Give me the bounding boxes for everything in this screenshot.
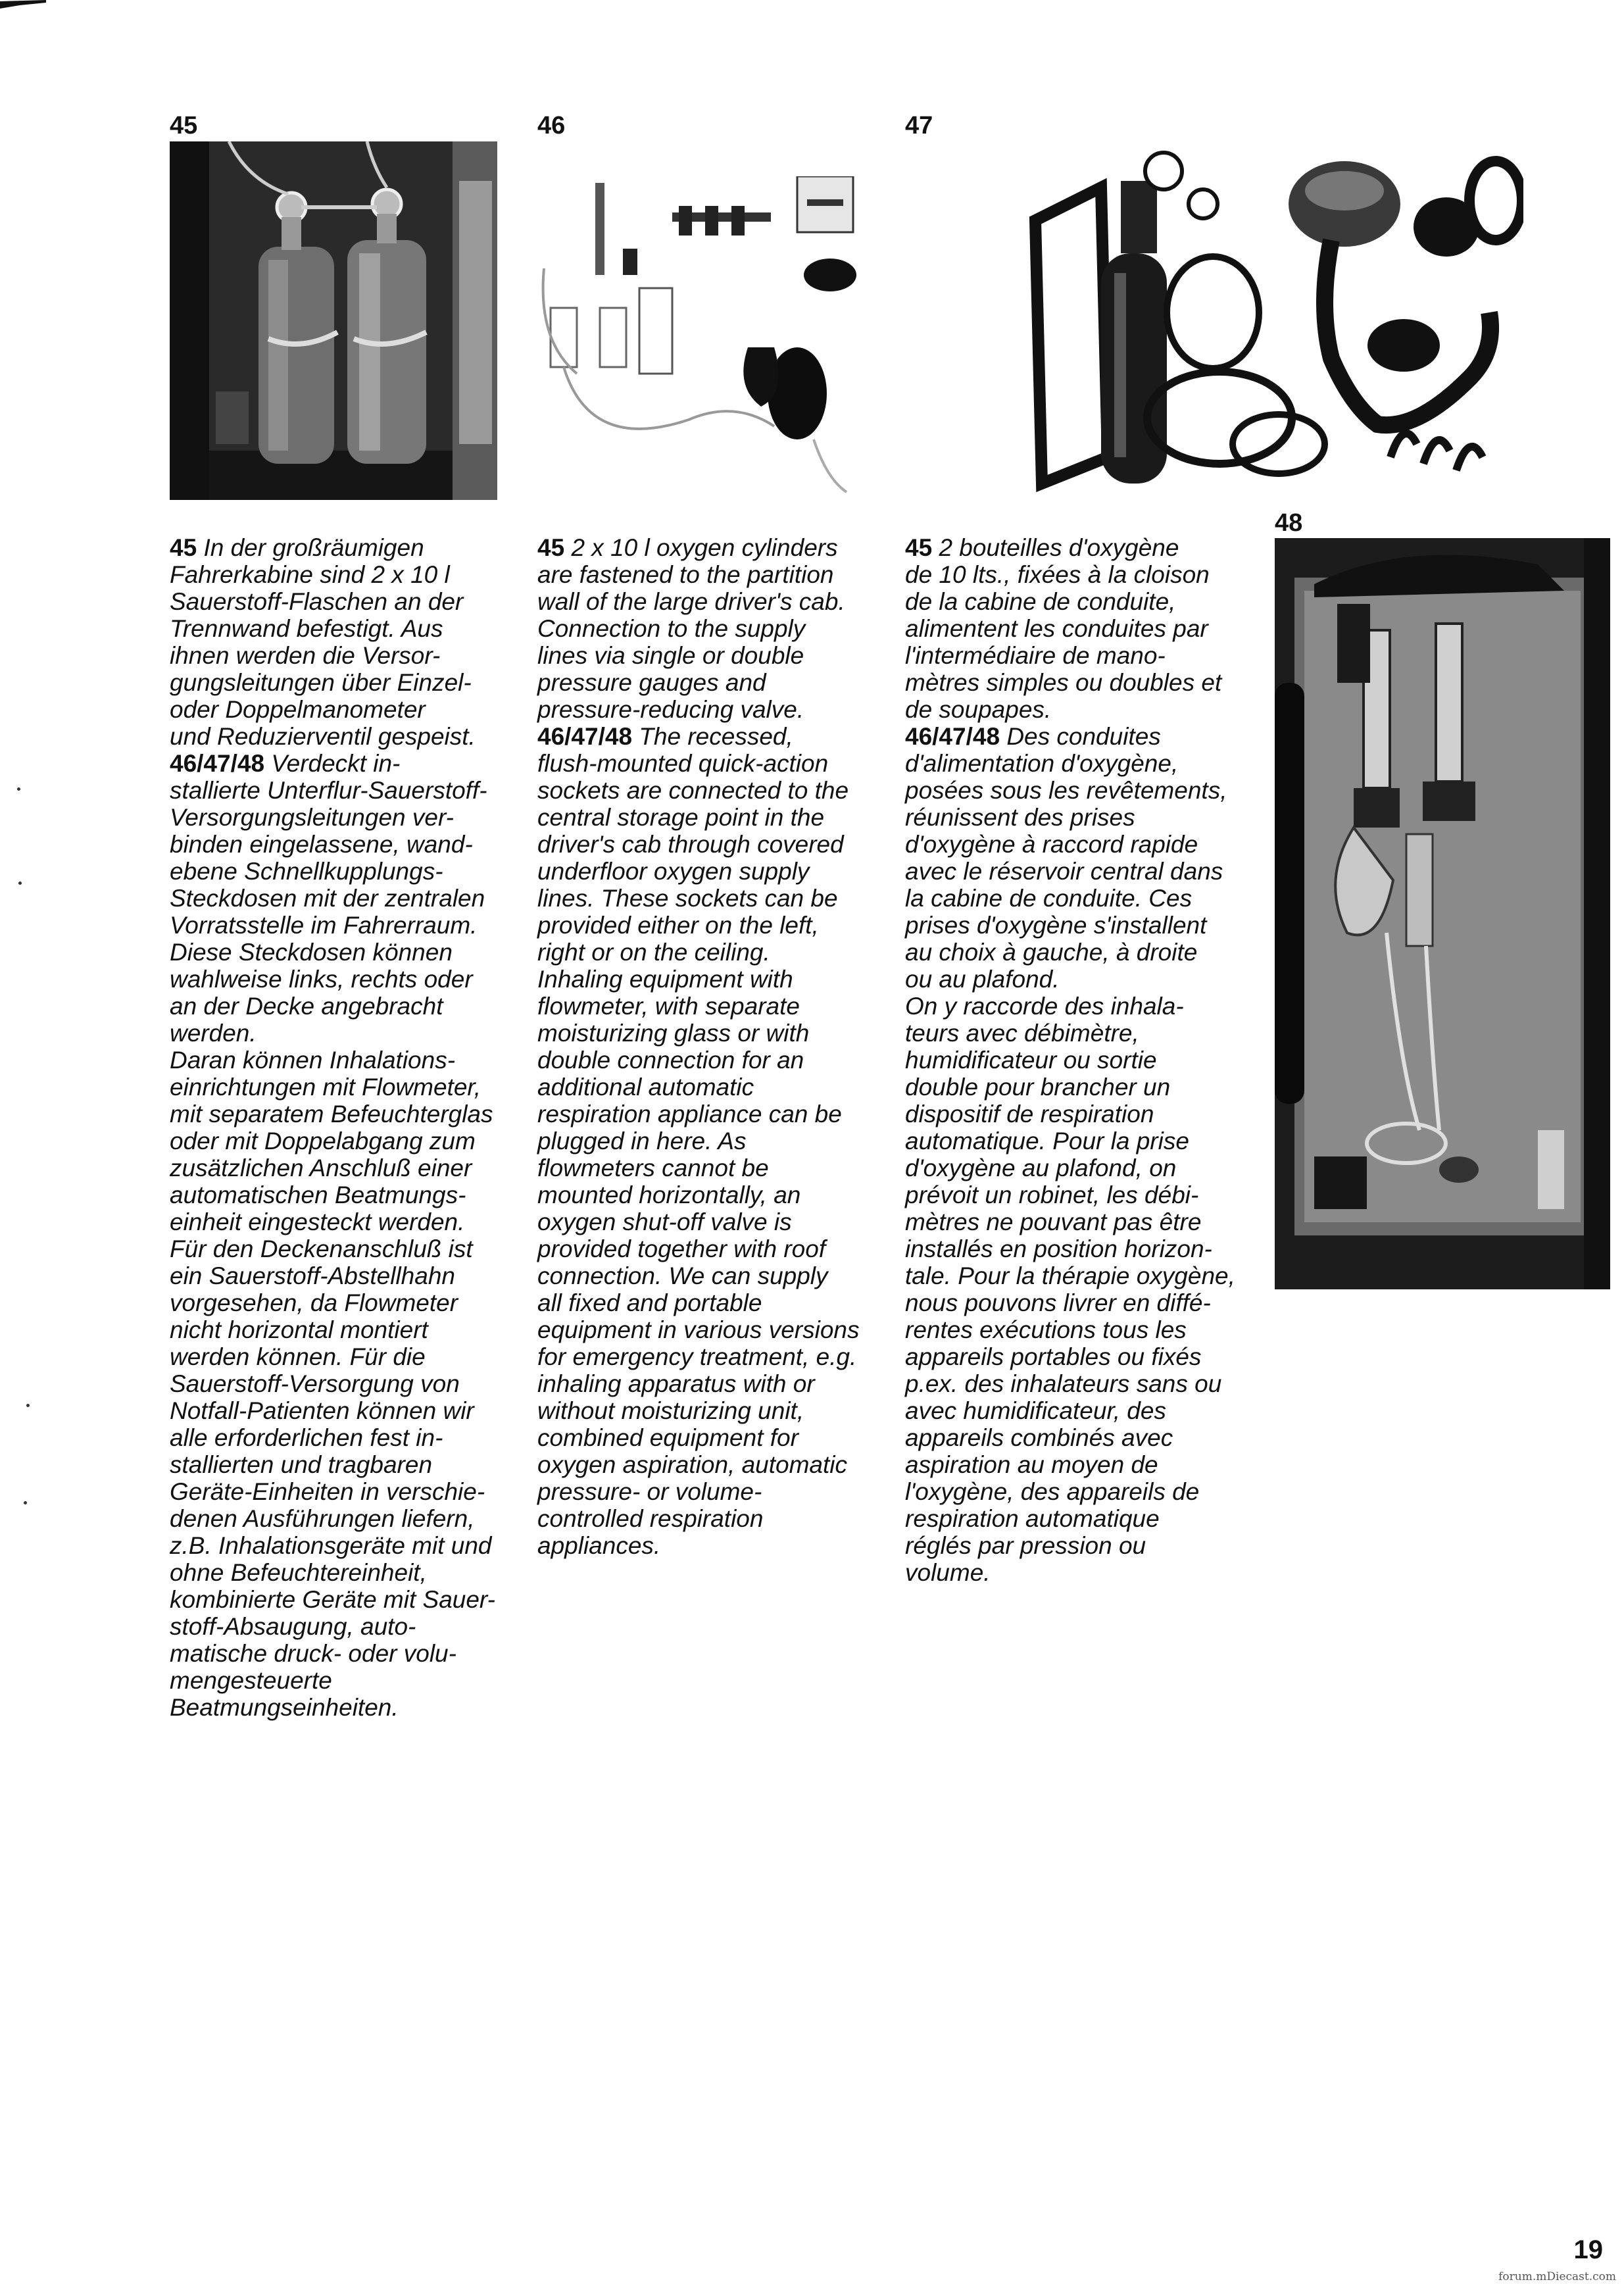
english-line: lines via single or double xyxy=(537,642,804,669)
english-paragraph-46-47-48 xyxy=(537,723,859,750)
english-line: oxygen aspiration, automatic xyxy=(537,1451,847,1478)
english-line: combined equipment for xyxy=(537,1424,799,1451)
figure-number-48: 48 xyxy=(1275,509,1303,537)
french-line: la cabine de conduite. Ces xyxy=(905,885,1193,912)
english-line: all fixed and portable xyxy=(537,1289,762,1316)
french-line: au choix à gauche, à droite xyxy=(905,939,1198,966)
french-line: avec humidificateur, des xyxy=(905,1397,1166,1424)
french-line: avec le réservoir central dans xyxy=(905,858,1223,885)
english-line: oxygen shut-off valve is xyxy=(537,1208,792,1235)
german-line: vorgesehen, da Flowmeter xyxy=(170,1289,458,1316)
french-line: installés en position horizon- xyxy=(905,1235,1212,1262)
english-line: are fastened to the partition xyxy=(537,561,834,588)
german-line: gungsleitungen über Einzel- xyxy=(170,669,472,696)
french-line: volume. xyxy=(905,1559,991,1586)
french-line: nous pouvons livrer en diffé- xyxy=(905,1289,1211,1316)
french-line: de la cabine de conduite, xyxy=(905,588,1176,615)
text-column-english xyxy=(537,534,859,1559)
english-line: flowmeter, with separate xyxy=(537,993,800,1020)
english-line: pressure- or volume- xyxy=(537,1478,762,1505)
english-line: without moisturizing unit, xyxy=(537,1397,804,1424)
german-line: nicht horizontal montiert xyxy=(170,1316,428,1343)
english-line: pressure-reducing valve. xyxy=(537,696,804,723)
french-line: tale. Pour la thérapie oxygène, xyxy=(905,1262,1235,1289)
french-line: p.ex. des inhalateurs sans ou xyxy=(905,1370,1222,1397)
french-line: appareils combinés avec xyxy=(905,1424,1173,1451)
french-line: l'oxygène, des appareils de xyxy=(905,1478,1200,1505)
german-line: einheit eingesteckt werden. xyxy=(170,1208,465,1235)
german-line: Beatmungseinheiten. xyxy=(170,1694,399,1721)
french-line: mètres simples ou doubles et xyxy=(905,669,1222,696)
french-paragraph-46-47-48-line: Des conduites xyxy=(1006,723,1161,750)
text-column-french xyxy=(905,534,1235,1586)
page-number: 19 xyxy=(1573,2235,1603,2264)
photo-oxygen-cylinders xyxy=(170,141,497,500)
german-line: alle erforderlichen fest in- xyxy=(170,1424,443,1451)
german-line: einrichtungen mit Flowmeter, xyxy=(170,1074,481,1101)
english-line: provided together with roof xyxy=(537,1235,826,1262)
english-line: lines. These sockets can be xyxy=(537,885,838,912)
german-line: ein Sauerstoff-Abstellhahn xyxy=(170,1262,455,1289)
french-line: humidificateur ou sortie xyxy=(905,1047,1157,1074)
french-line: ou au plafond. xyxy=(905,966,1060,993)
french-paragraph-45 xyxy=(905,534,1235,561)
german-paragraph-46-47-48 xyxy=(170,750,495,777)
french-line: respiration automatique xyxy=(905,1505,1160,1532)
german-line: Steckdosen mit der zentralen xyxy=(170,885,485,912)
english-line: inhaling apparatus with or xyxy=(537,1370,815,1397)
english-paragraph-46-47-48-line: The recessed, xyxy=(639,723,793,750)
english-line: mounted horizontally, an xyxy=(537,1181,801,1208)
french-line: mètres ne pouvant pas être xyxy=(905,1208,1202,1235)
german-paragraph-45 xyxy=(170,534,495,561)
german-line: mengesteuerte xyxy=(170,1667,332,1694)
german-line: Trennwand befestigt. Aus xyxy=(170,615,443,642)
french-line: automatique. Pour la prise xyxy=(905,1128,1189,1154)
german-line: Vorratsstelle im Fahrerraum. xyxy=(170,912,478,939)
photo-wall-flowmeters xyxy=(1275,538,1610,1289)
german-line: werden können. Für die xyxy=(170,1343,426,1370)
scan-speck xyxy=(18,881,22,885)
english-line: driver's cab through covered xyxy=(537,831,844,858)
french-line: teurs avec débimètre, xyxy=(905,1020,1139,1047)
french-line: rentes exécutions tous les xyxy=(905,1316,1187,1343)
english-line: for emergency treatment, e.g. xyxy=(537,1343,857,1370)
english-line: connection. We can supply xyxy=(537,1262,828,1289)
english-line: provided either on the left, xyxy=(537,912,819,939)
german-line: und Reduzierventil gespeist. xyxy=(170,723,476,750)
german-line: binden eingelassene, wand- xyxy=(170,831,473,858)
french-line: d'oxygène à raccord rapide xyxy=(905,831,1198,858)
english-line: additional automatic xyxy=(537,1074,754,1101)
english-line: appliances. xyxy=(537,1532,661,1559)
french-line: aspiration au moyen de xyxy=(905,1451,1158,1478)
corner-scan-mark xyxy=(0,0,46,9)
german-line: ebene Schnellkupplungs- xyxy=(170,858,443,885)
french-line: de 10 lts., fixées à la cloison xyxy=(905,561,1210,588)
english-paragraph-46-47-48-number: 46/47/48 xyxy=(537,723,633,750)
english-line: controlled respiration xyxy=(537,1505,764,1532)
german-line: Fahrerkabine sind 2 x 10 l xyxy=(170,561,450,588)
french-paragraph-46-47-48-number: 46/47/48 xyxy=(905,723,1000,750)
french-paragraph-45-number: 45 xyxy=(905,534,933,561)
english-line: pressure gauges and xyxy=(537,669,766,696)
english-line: equipment in various versions xyxy=(537,1316,860,1343)
german-line: zusätzlichen Anschluß einer xyxy=(170,1154,472,1181)
german-line: Versorgungsleitungen ver- xyxy=(170,804,454,831)
english-line: moisturizing glass or with xyxy=(537,1020,810,1047)
text-column-german xyxy=(170,534,495,1721)
french-line: d'oxygène au plafond, on xyxy=(905,1154,1177,1181)
french-line: double pour brancher un xyxy=(905,1074,1171,1101)
photo-inhalation-equipment xyxy=(537,176,873,500)
french-line: réunissent des prises xyxy=(905,804,1135,831)
german-line: wahlweise links, rechts oder xyxy=(170,966,473,993)
figure-number-45: 45 xyxy=(170,112,198,139)
scan-speck xyxy=(26,1404,30,1407)
german-line: matische druck- oder volu- xyxy=(170,1640,456,1667)
french-paragraph-45-line: 2 bouteilles d'oxygène xyxy=(939,534,1179,561)
german-line: Diese Steckdosen können xyxy=(170,939,453,966)
german-line: Daran können Inhalations- xyxy=(170,1047,456,1074)
german-line: Sauerstoff-Flaschen an der xyxy=(170,588,464,615)
french-line: de soupapes. xyxy=(905,696,1052,723)
german-line: oder Doppelmanometer xyxy=(170,696,426,723)
scan-speck xyxy=(24,1501,27,1504)
german-line: Sauerstoff-Versorgung von xyxy=(170,1370,460,1397)
german-line: Für den Deckenanschluß ist xyxy=(170,1235,473,1262)
english-paragraph-45 xyxy=(537,534,859,561)
english-line: sockets are connected to the xyxy=(537,777,849,804)
german-line: stallierten und tragbaren xyxy=(170,1451,433,1478)
german-line: ohne Befeuchtereinheit, xyxy=(170,1559,427,1586)
french-line: prévoit un robinet, les débi- xyxy=(905,1181,1199,1208)
german-line: Notfall-Patienten können wir xyxy=(170,1397,474,1424)
french-line: l'intermédiaire de mano- xyxy=(905,642,1166,669)
english-line: central storage point in the xyxy=(537,804,825,831)
french-line: prises d'oxygène s'installent xyxy=(905,912,1207,939)
french-line: appareils portables ou fixés xyxy=(905,1343,1202,1370)
german-line: stallierte Unterflur-Sauerstoff- xyxy=(170,777,487,804)
english-line: double connection for an xyxy=(537,1047,804,1074)
german-line: werden. xyxy=(170,1020,257,1047)
german-line: stoff-Absaugung, auto- xyxy=(170,1613,416,1640)
english-line: wall of the large driver's cab. xyxy=(537,588,845,615)
german-line: denen Ausführungen liefern, xyxy=(170,1505,475,1532)
french-line: réglés par pression ou xyxy=(905,1532,1146,1559)
french-line: posées sous les revêtements, xyxy=(905,777,1227,804)
german-line: an der Decke angebracht xyxy=(170,993,443,1020)
figure-number-47: 47 xyxy=(905,112,933,139)
english-line: plugged in here. As xyxy=(537,1128,747,1154)
german-paragraph-45-number: 45 xyxy=(170,534,197,561)
german-line: mit separatem Befeuchterglas xyxy=(170,1101,493,1128)
french-paragraph-46-47-48 xyxy=(905,723,1235,750)
german-line: Geräte-Einheiten in verschie- xyxy=(170,1478,485,1505)
english-line: flowmeters cannot be xyxy=(537,1154,769,1181)
english-line: right or on the ceiling. xyxy=(537,939,770,966)
english-line: underfloor oxygen supply xyxy=(537,858,810,885)
english-line: Connection to the supply xyxy=(537,615,806,642)
french-line: dispositif de respiration xyxy=(905,1101,1154,1128)
figure-number-46: 46 xyxy=(537,112,566,139)
english-line: respiration appliance can be xyxy=(537,1101,842,1128)
german-paragraph-46-47-48-number: 46/47/48 xyxy=(170,750,265,777)
french-line: d'alimentation d'oxygène, xyxy=(905,750,1179,777)
english-line: flush-mounted quick-action xyxy=(537,750,829,777)
german-paragraph-46-47-48-line: Verdeckt in- xyxy=(271,750,401,777)
german-line: oder mit Doppelabgang zum xyxy=(170,1128,476,1154)
english-line: Inhaling equipment with xyxy=(537,966,793,993)
photo-portable-oxygen-set xyxy=(1022,141,1523,500)
german-paragraph-45-line: In der großräumigen xyxy=(203,534,424,561)
scan-speck xyxy=(17,787,20,791)
german-line: z.B. Inhalationsgeräte mit und xyxy=(170,1532,492,1559)
english-paragraph-45-line: 2 x 10 l oxygen cylinders xyxy=(571,534,838,561)
watermark: forum.mDiecast.com xyxy=(1498,2270,1616,2283)
english-paragraph-45-number: 45 xyxy=(537,534,565,561)
french-line: On y raccorde des inhala- xyxy=(905,993,1184,1020)
german-line: automatischen Beatmungs- xyxy=(170,1181,466,1208)
german-line: kombinierte Geräte mit Sauer- xyxy=(170,1586,495,1613)
german-line: ihnen werden die Versor- xyxy=(170,642,441,669)
french-line: alimentent les conduites par xyxy=(905,615,1208,642)
